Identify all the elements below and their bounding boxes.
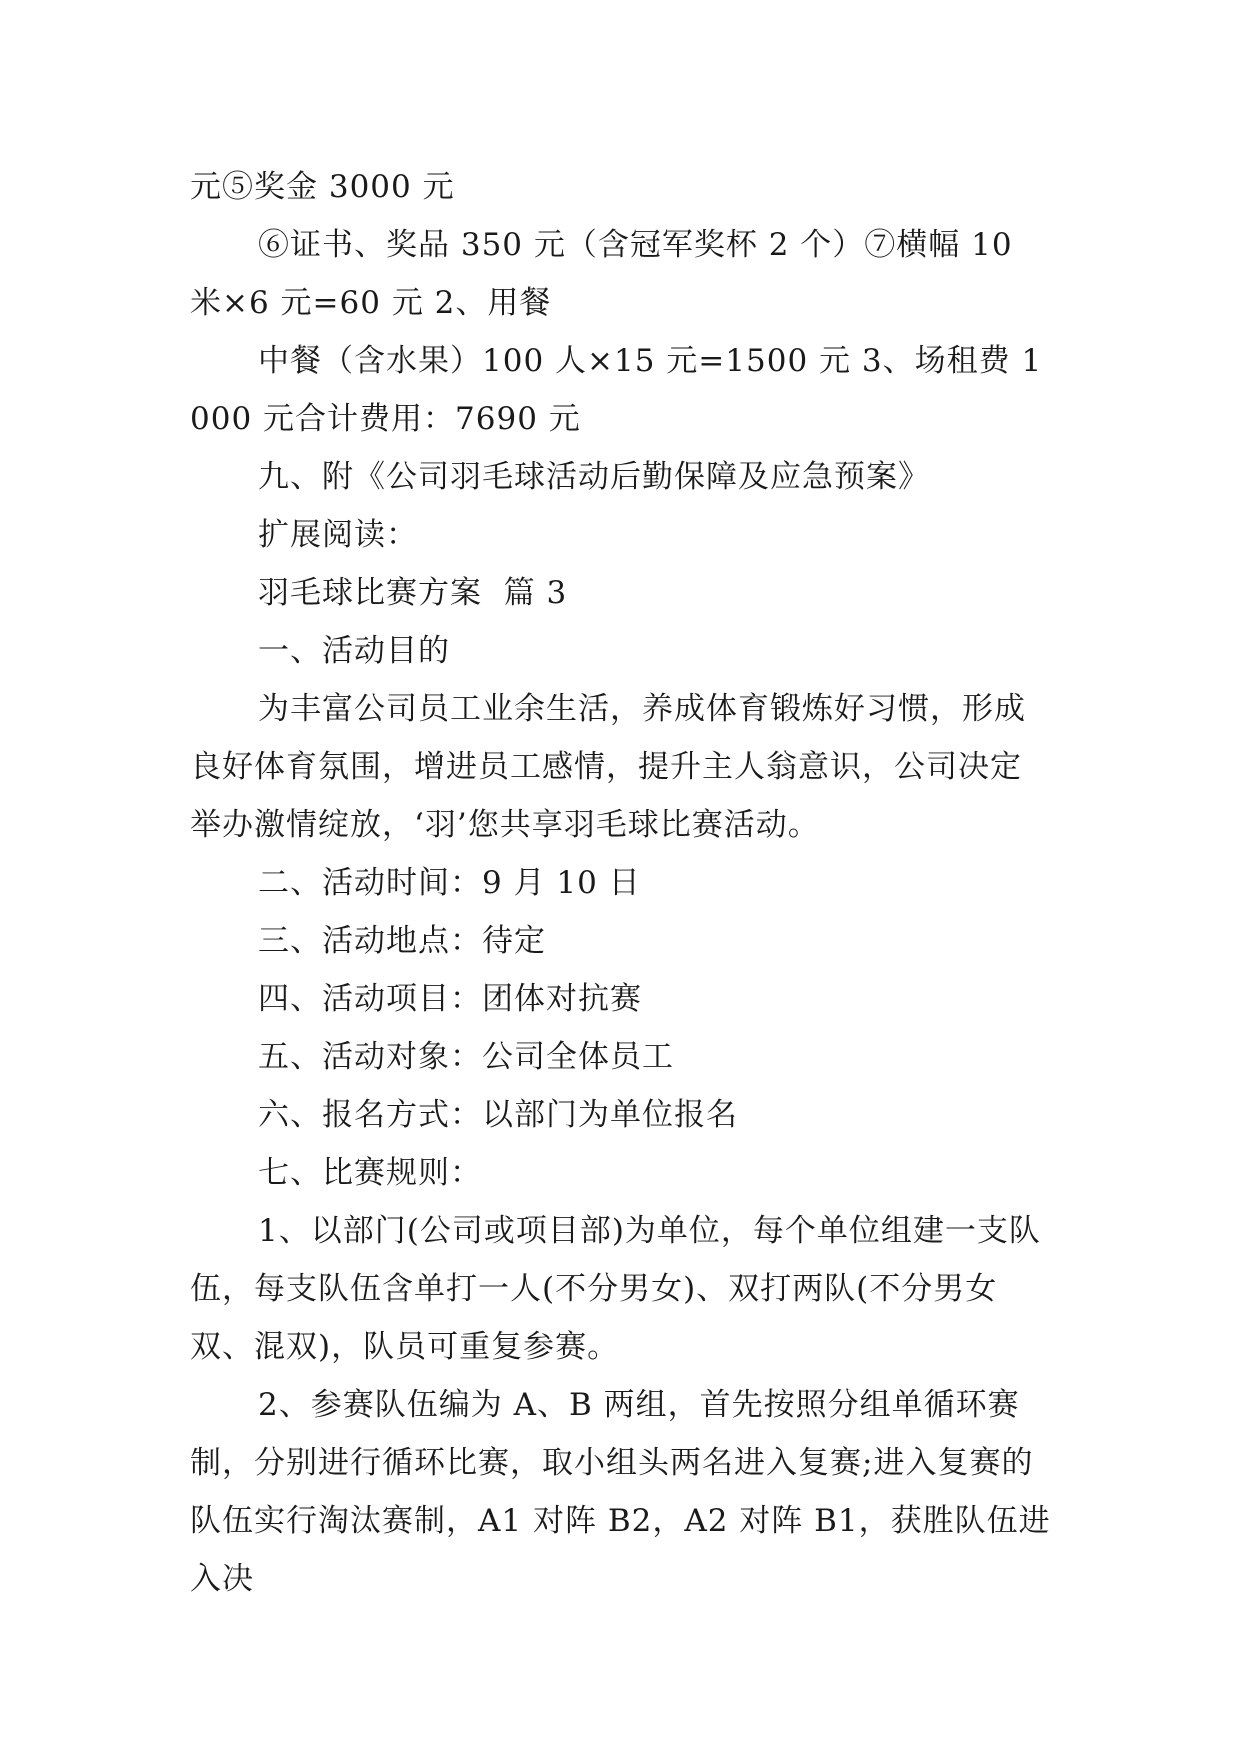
- section-heading-plan-3: 羽毛球比赛方案 篇 3: [258, 575, 568, 611]
- paragraph-rule-1: 1、以部门(公司或项目部)为单位，每个单位组建一支队伍，每支队伍含单打一人(不分男女)、双打两队(不分男女双、混双)，队员可重复参赛。: [190, 1213, 1041, 1365]
- paragraph-time: 二、活动时间：9 月 10 日: [258, 865, 641, 901]
- paragraph-event-type: 四、活动项目：团体对抗赛: [258, 981, 642, 1017]
- paragraph-participants: 五、活动对象：公司全体员工: [258, 1039, 674, 1075]
- paragraph-appendix: 九、附《公司羽毛球活动后勤保障及应急预案》: [258, 459, 930, 495]
- section-heading-rules: 七、比赛规则：: [258, 1155, 482, 1191]
- paragraph-purpose: 为丰富公司员工业余生活，养成体育锻炼好习惯，形成良好体育氛围，增进员工感情，提升主人翁意识，公司决定举办激情绽放，‘羽’您共享羽毛球比赛活动。: [190, 691, 1026, 843]
- paragraph-extended-reading: 扩展阅读：: [258, 517, 418, 553]
- paragraph-budget-prize: 元⑤奖金 3000 元: [190, 169, 455, 205]
- section-heading-purpose: 一、活动目的: [258, 633, 450, 669]
- paragraph-location: 三、活动地点：待定: [258, 923, 546, 959]
- paragraph-registration: 六、报名方式：以部门为单位报名: [258, 1097, 738, 1133]
- paragraph-budget-certificates: ⑥证书、奖品 350 元（含冠军奖杯 2 个）⑦横幅 10 米×6 元=60 元 2、用餐: [190, 227, 1024, 321]
- document-page: [190, 158, 1052, 1608]
- paragraph-budget-meals: 中餐（含水果）100 人×15 元=1500 元 3、场租费 1000 元合计费用：7690 元: [190, 343, 1043, 437]
- paragraph-rule-2: 2、参赛队伍编为 A、B 两组，首先按照分组单循环赛制，分别进行循环比赛，取小组头两名进入复赛;进入复赛的队伍实行淘汰赛制，A1 对阵 B2，A2 对阵 B1，获胜队伍进入决: [190, 1387, 1051, 1597]
